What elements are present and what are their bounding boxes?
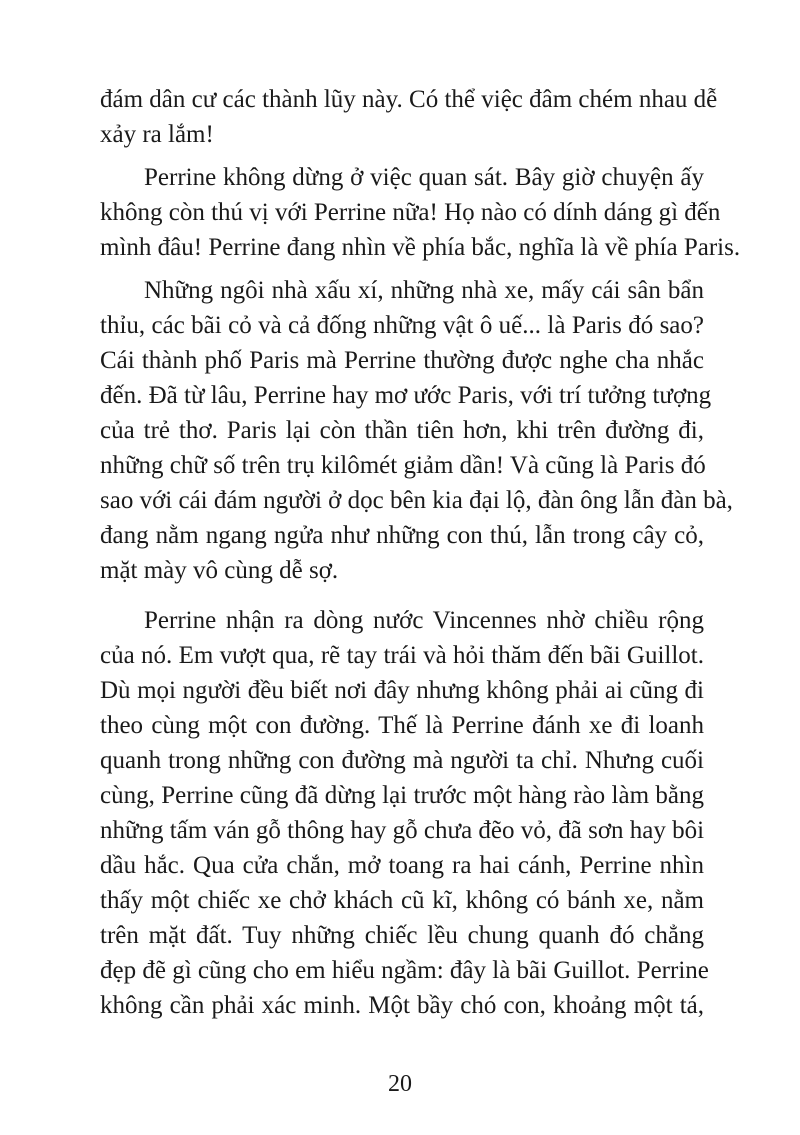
paragraph-3-line-7 <box>100 486 733 516</box>
text-line: theo cùng một con đường. Thế là Perrine đánh xe đi loanh <box>100 712 704 739</box>
paragraph-3-line-9 <box>100 556 338 586</box>
text-line: sao với cái đám người ở dọc bên kia đại lộ, đàn ông lẫn đàn bà, <box>100 487 733 514</box>
paragraph-3-line-8 <box>100 521 704 551</box>
text-line: Perrine nhận ra dòng nước Vincennes nhờ chiều rộng <box>144 607 704 634</box>
text-line: đẹp đẽ gì cũng cho em hiểu ngầm: đây là bãi Guillot. Perrine <box>100 957 709 984</box>
paragraph-4-line-9 <box>100 886 704 916</box>
paragraph-2-line-2 <box>100 198 721 228</box>
paragraph-3-line-4 <box>100 381 712 411</box>
paragraph-1-line-1 <box>100 85 718 115</box>
text-line: xảy ra lắm! <box>100 121 214 148</box>
paragraph-4-line-11 <box>100 956 709 986</box>
text-line: quanh trong những con đường mà người ta chỉ. Nhưng cuối <box>100 747 704 774</box>
text-line: thỉu, các bãi cỏ và cả đống những vật ô uế... là Paris đó sao? <box>100 312 704 339</box>
paragraph-4-line-8 <box>100 851 704 881</box>
text-line: những chữ số trên trụ kilômét giảm dần! Và cũng là Paris đó <box>100 452 706 479</box>
text-line: cùng, Perrine cũng đã dừng lại trước một hàng rào làm bằng <box>100 782 704 809</box>
paragraph-4-line-4 <box>100 711 704 741</box>
text-line: trên mặt đất. Tuy những chiếc lều chung quanh đó chẳng <box>100 922 704 949</box>
text-line: đám dân cư các thành lũy này. Có thể việc đâm chém nhau dễ <box>100 86 718 113</box>
paragraph-4-line-3 <box>100 676 704 706</box>
text-line: những tấm ván gỗ thông hay gỗ chưa đẽo vỏ, đã sơn hay bôi <box>100 817 705 844</box>
text-line: của trẻ thơ. Paris lại còn thần tiên hơn, khi trên đường đi, <box>100 417 704 444</box>
paragraph-3-line-6 <box>100 451 704 481</box>
paragraph-3-line-5 <box>100 416 704 446</box>
paragraph-2-line-1 <box>144 163 704 193</box>
text-line: của nó. Em vượt qua, rẽ tay trái và hỏi thăm đến bãi Guillot. <box>100 642 704 669</box>
text-line: Những ngôi nhà xấu xí, những nhà xe, mấy cái sân bẩn <box>144 277 704 304</box>
text-line: Dù mọi người đều biết nơi đây nhưng không phải ai cũng đi <box>100 677 704 704</box>
paragraph-4-line-7 <box>100 816 704 846</box>
paragraph-4-line-10 <box>100 921 704 951</box>
paragraph-3-line-1 <box>144 276 704 306</box>
text-line: mặt mày vô cùng dễ sợ. <box>100 557 339 584</box>
paragraph-1-line-2 <box>100 120 214 150</box>
paragraph-4-line-1 <box>144 606 704 636</box>
page-number: 20 <box>388 1071 412 1097</box>
text-line: đến. Đã từ lâu, Perrine hay mơ ước Paris, với trí tưởng tượng <box>100 382 712 409</box>
paragraph-4-line-6 <box>100 781 704 811</box>
text-line: dầu hắc. Qua cửa chắn, mở toang ra hai cánh, Perrine nhìn <box>100 852 704 879</box>
paragraph-4-line-2 <box>100 641 704 671</box>
text-line: không còn thú vị với Perrine nữa! Họ nào có dính dáng gì đến <box>100 199 721 226</box>
paragraph-2-line-3 <box>100 233 741 263</box>
paragraph-3-line-3 <box>100 346 704 376</box>
paragraph-3-line-2 <box>100 311 704 341</box>
text-line: Perrine không dừng ở việc quan sát. Bây giờ chuyện ấy <box>144 164 704 191</box>
text-line: mình đâu! Perrine đang nhìn về phía bắc, nghĩa là về phía Paris. <box>100 234 741 261</box>
text-line: không cần phải xác minh. Một bầy chó con, khoảng một tá, <box>100 992 704 1019</box>
text-line: Cái thành phố Paris mà Perrine thường được nghe cha nhắc <box>100 347 704 374</box>
text-line: thấy một chiếc xe chở khách cũ kĩ, không có bánh xe, nằm <box>100 887 704 914</box>
paragraph-4-line-12 <box>100 991 704 1021</box>
paragraph-4-line-5 <box>100 746 704 776</box>
text-line: đang nằm ngang ngửa như những con thú, lẫn trong cây cỏ, <box>100 522 704 549</box>
